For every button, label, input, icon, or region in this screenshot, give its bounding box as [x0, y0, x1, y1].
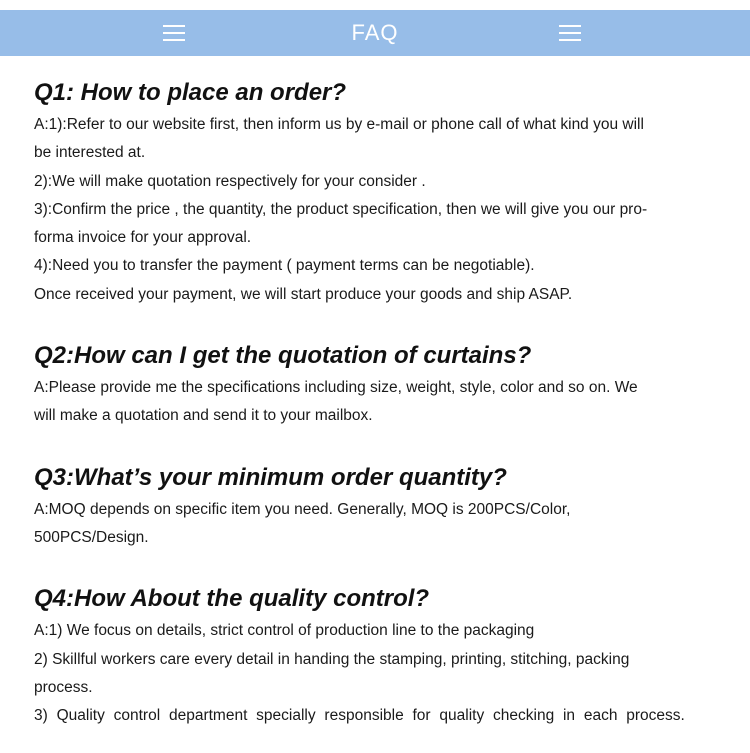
answer-line: A:1):Refer to our website first, then inform us by e-mail or phone call of what kind you will: [34, 116, 644, 133]
question-heading: Q2:How can I get the quotation of curtains?: [34, 342, 532, 370]
page-title: FAQ: [351, 20, 399, 45]
answer-line: 3) Quality control department specially responsible for quality checking in each process.: [34, 707, 685, 725]
menu-icon-bar: [559, 25, 581, 27]
answer-line: 500PCS/Design.: [34, 528, 149, 546]
answer-line: forma invoice for your approval.: [34, 229, 252, 247]
question-heading: Q3:What’s your minimum order quantity?: [34, 463, 507, 491]
answer-line: A:MOQ depends on specific item you need. Generally, MOQ is 200PCS/Color,: [34, 500, 571, 518]
answer-line: A:Please provide me the specifications including size, weight, style, color and so on. We: [34, 379, 638, 397]
answer-line: process.: [34, 678, 93, 696]
answer-line: be interested at.: [34, 144, 146, 162]
right-menu-icon[interactable]: [559, 24, 581, 42]
faq-item-1: [34, 76, 714, 309]
question-heading: Q4:How About the quality control?: [34, 585, 430, 613]
answer-line: A:1) We focus on details, strict control of production line to the packaging: [34, 622, 535, 640]
answer-line: will make a quotation and send it to your mailbox.: [34, 407, 373, 425]
answer-line: 2) Skillful workers care every detail in handing the stamping, printing, stitching, packing: [34, 650, 630, 668]
question-heading: Q1: How to place an order?: [34, 79, 347, 106]
answer-line: 2):We will make quotation respectively for your consider .: [34, 172, 426, 190]
menu-icon-bar: [559, 39, 581, 41]
menu-icon-bar: [559, 32, 581, 34]
faq-content: [34, 76, 714, 730]
answer-line: Once received your payment, we will start produce your goods and ship ASAP.: [34, 285, 573, 303]
faq-item-4: [34, 582, 714, 730]
faq-item-3: [34, 461, 714, 553]
answer-line: 3):Confirm the price , the quantity, the product specification, then we will give you our pro-: [34, 200, 648, 218]
faq-item-2: [34, 339, 714, 431]
header-bar: [0, 10, 750, 56]
answer-line: 4):Need you to transfer the payment ( payment terms can be negotiable).: [34, 257, 535, 275]
